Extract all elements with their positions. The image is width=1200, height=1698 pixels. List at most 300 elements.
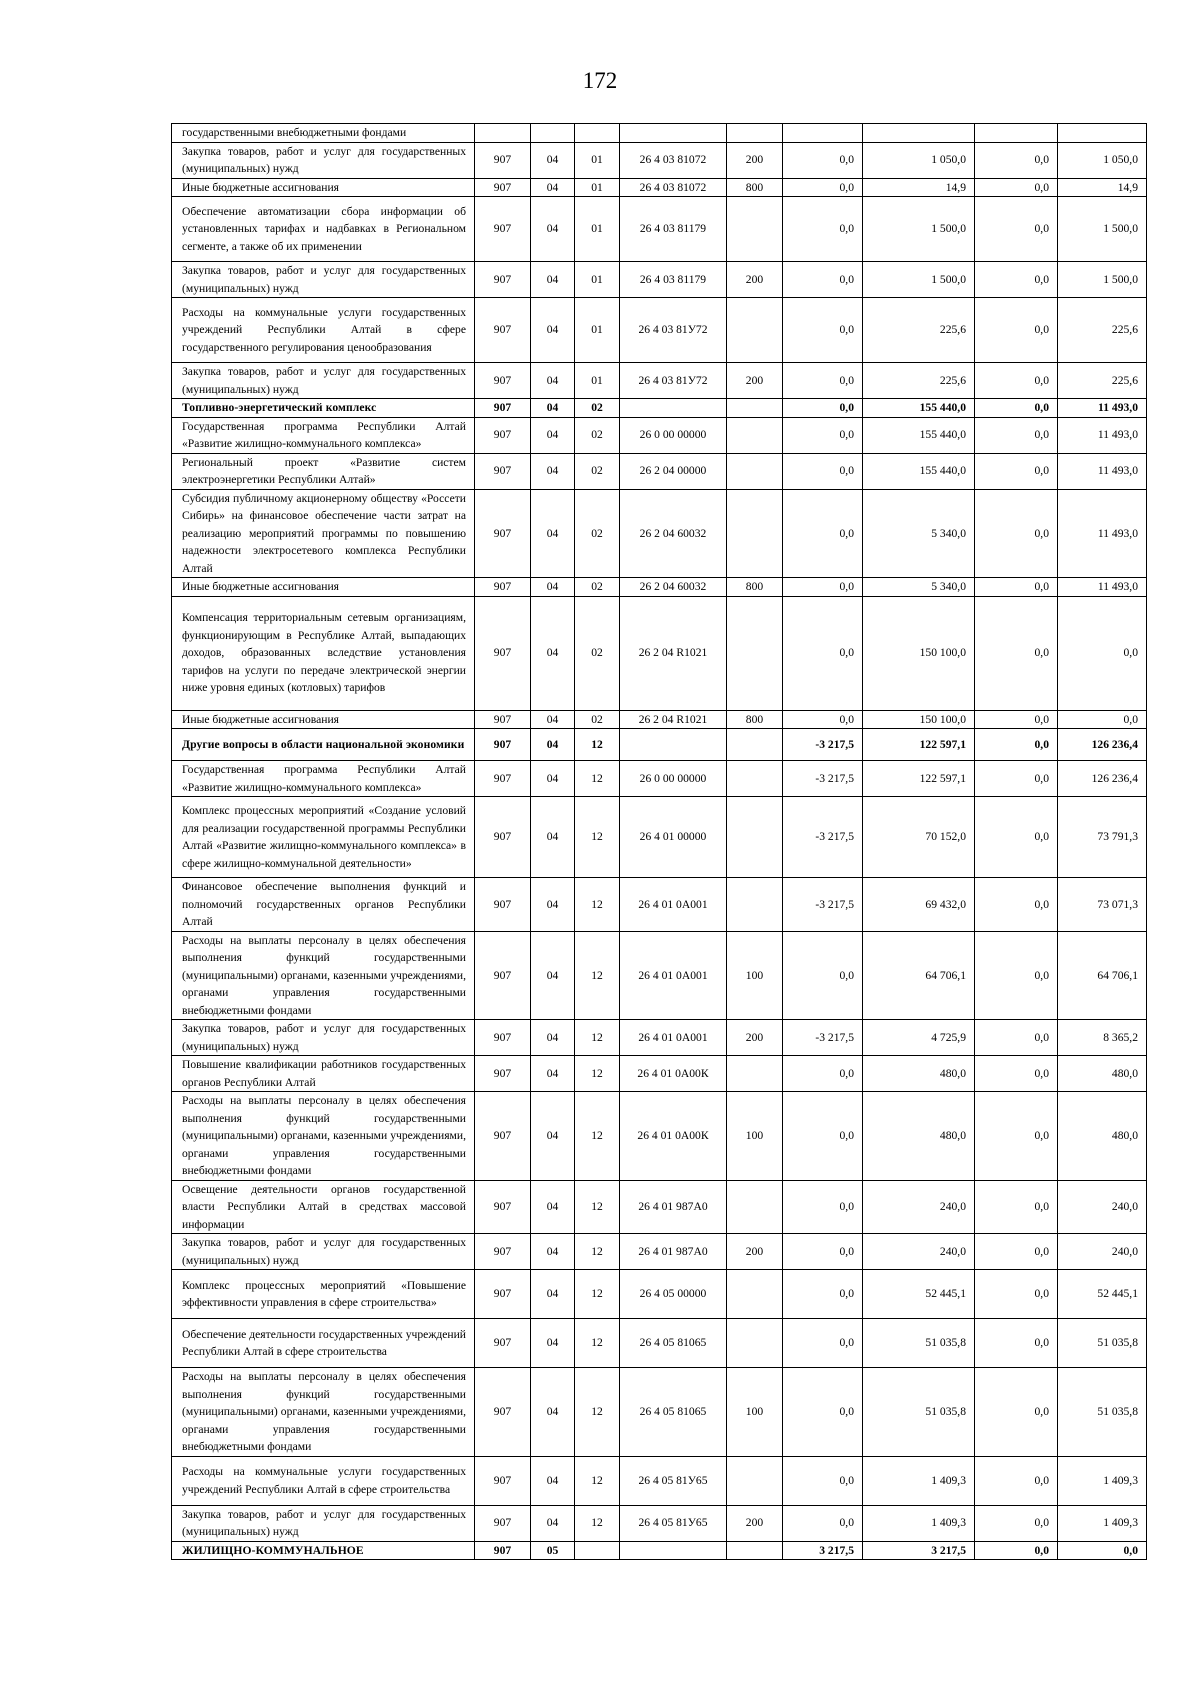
row-amount-total-next: 480,0 (1058, 1056, 1147, 1092)
table-row (172, 453, 1147, 489)
row-section-code: 04 (531, 363, 575, 399)
row-amount-total: 52 445,1 (863, 1270, 975, 1319)
row-grbs-code (475, 124, 531, 143)
row-name: Субсидия публичному акционерному обществу «Россети Сибирь» на финансовое обеспечение части затрат на реализацию мероприятий программы по повышению надежности электросетевого комплекса Республики Алтай (172, 489, 475, 578)
row-name: Государственная программа Республики Алтай «Развитие жилищно-коммунального комплекса» (172, 761, 475, 797)
row-subsection-code: 12 (575, 878, 620, 932)
row-expense-type-code (727, 1319, 783, 1368)
row-target-article-code: 26 4 05 81065 (620, 1319, 727, 1368)
row-section-code: 04 (531, 596, 575, 710)
row-section-code: 04 (531, 399, 575, 418)
row-amount-change: 0,0 (783, 578, 863, 597)
row-name: Расходы на выплаты персоналу в целях обеспечения выполнения функций государственными (муниципальными) органами, казенными учреждениями, органами управления государственными внебюджетными фондами (172, 1092, 475, 1181)
table-row (172, 878, 1147, 932)
row-amount-change-next: 0,0 (975, 1270, 1058, 1319)
row-target-article-code: 26 4 01 0А001 (620, 931, 727, 1020)
row-subsection-code (575, 1541, 620, 1560)
row-amount-total: 155 440,0 (863, 417, 975, 453)
row-section-code: 04 (531, 1234, 575, 1270)
row-amount-change: -3 217,5 (783, 797, 863, 878)
row-amount-total-next: 52 445,1 (1058, 1270, 1147, 1319)
row-target-article-code: 26 2 04 R1021 (620, 596, 727, 710)
row-subsection-code: 01 (575, 197, 620, 262)
row-amount-total: 480,0 (863, 1092, 975, 1181)
table-row (172, 1056, 1147, 1092)
row-amount-total: 51 035,8 (863, 1319, 975, 1368)
table-row (172, 578, 1147, 597)
row-amount-change (783, 124, 863, 143)
row-target-article-code: 26 4 01 0А00К (620, 1092, 727, 1181)
row-target-article-code: 26 4 03 81072 (620, 178, 727, 197)
row-expense-type-code: 100 (727, 1368, 783, 1457)
row-target-article-code (620, 729, 727, 761)
row-section-code: 04 (531, 761, 575, 797)
row-subsection-code: 12 (575, 1020, 620, 1056)
row-amount-total-next: 0,0 (1058, 1541, 1147, 1560)
row-name: Государственная программа Республики Алтай «Развитие жилищно-коммунального комплекса» (172, 417, 475, 453)
row-amount-total-next: 11 493,0 (1058, 453, 1147, 489)
row-expense-type-code (727, 729, 783, 761)
row-subsection-code: 12 (575, 1092, 620, 1181)
row-amount-change-next: 0,0 (975, 797, 1058, 878)
row-amount-change-next: 0,0 (975, 363, 1058, 399)
row-subsection-code: 12 (575, 729, 620, 761)
row-expense-type-code (727, 878, 783, 932)
row-subsection-code (575, 124, 620, 143)
row-amount-total-next: 1 409,3 (1058, 1456, 1147, 1505)
row-name: Расходы на выплаты персоналу в целях обеспечения выполнения функций государственными (муниципальными) органами, казенными учреждениями, органами управления государственными внебюджетными фондами (172, 931, 475, 1020)
row-name: Иные бюджетные ассигнования (172, 710, 475, 729)
row-subsection-code: 12 (575, 761, 620, 797)
row-name: Закупка товаров, работ и услуг для государственных (муниципальных) нужд (172, 363, 475, 399)
row-subsection-code: 12 (575, 1368, 620, 1457)
row-grbs-code: 907 (475, 1234, 531, 1270)
row-target-article-code: 26 4 03 81179 (620, 262, 727, 298)
row-amount-total-next: 11 493,0 (1058, 489, 1147, 578)
row-amount-total-next: 14,9 (1058, 178, 1147, 197)
row-target-article-code: 26 4 01 987А0 (620, 1234, 727, 1270)
row-subsection-code: 01 (575, 178, 620, 197)
row-expense-type-code (727, 761, 783, 797)
row-amount-total-next: 1 500,0 (1058, 197, 1147, 262)
row-target-article-code: 26 4 03 81179 (620, 197, 727, 262)
row-target-article-code: 26 4 05 81У65 (620, 1505, 727, 1541)
row-grbs-code: 907 (475, 578, 531, 597)
row-section-code: 04 (531, 578, 575, 597)
row-grbs-code: 907 (475, 298, 531, 363)
row-amount-total-next: 126 236,4 (1058, 761, 1147, 797)
row-expense-type-code (727, 1180, 783, 1234)
row-grbs-code: 907 (475, 453, 531, 489)
row-amount-change-next: 0,0 (975, 489, 1058, 578)
row-amount-change-next: 0,0 (975, 931, 1058, 1020)
row-name: Обеспечение деятельности государственных учреждений Республики Алтай в сфере строительства (172, 1319, 475, 1368)
row-expense-type-code: 200 (727, 1020, 783, 1056)
row-amount-total-next: 240,0 (1058, 1180, 1147, 1234)
row-target-article-code: 26 2 04 00000 (620, 453, 727, 489)
row-target-article-code (620, 399, 727, 418)
row-expense-type-code (727, 1056, 783, 1092)
row-subsection-code: 12 (575, 1234, 620, 1270)
table-row (172, 1319, 1147, 1368)
budget-table (171, 123, 1147, 1560)
row-grbs-code: 907 (475, 1319, 531, 1368)
row-amount-change-next: 0,0 (975, 1056, 1058, 1092)
row-amount-total-next: 8 365,2 (1058, 1020, 1147, 1056)
row-amount-change: 0,0 (783, 1234, 863, 1270)
row-section-code: 04 (531, 1020, 575, 1056)
table-row (172, 1368, 1147, 1457)
row-amount-change-next: 0,0 (975, 578, 1058, 597)
budget-table-body (172, 124, 1147, 1560)
row-subsection-code: 02 (575, 710, 620, 729)
row-amount-change-next: 0,0 (975, 142, 1058, 178)
row-amount-total-next: 480,0 (1058, 1092, 1147, 1181)
row-amount-change: 0,0 (783, 197, 863, 262)
row-amount-change-next: 0,0 (975, 1020, 1058, 1056)
row-section-code: 04 (531, 797, 575, 878)
table-row (172, 1456, 1147, 1505)
row-subsection-code: 01 (575, 262, 620, 298)
row-section-code: 04 (531, 417, 575, 453)
row-grbs-code: 907 (475, 1368, 531, 1457)
row-amount-change: 0,0 (783, 1270, 863, 1319)
row-expense-type-code: 800 (727, 578, 783, 597)
row-subsection-code: 12 (575, 1505, 620, 1541)
row-amount-change-next: 0,0 (975, 878, 1058, 932)
row-amount-change: 0,0 (783, 931, 863, 1020)
row-amount-total-next: 0,0 (1058, 596, 1147, 710)
row-target-article-code: 26 4 05 00000 (620, 1270, 727, 1319)
row-expense-type-code (727, 197, 783, 262)
row-grbs-code: 907 (475, 399, 531, 418)
row-section-code: 04 (531, 197, 575, 262)
row-section-code: 04 (531, 710, 575, 729)
row-subsection-code: 02 (575, 417, 620, 453)
row-amount-total-next: 64 706,1 (1058, 931, 1147, 1020)
row-amount-change: -3 217,5 (783, 729, 863, 761)
row-amount-change: 0,0 (783, 596, 863, 710)
row-section-code: 05 (531, 1541, 575, 1560)
row-amount-change-next: 0,0 (975, 729, 1058, 761)
row-expense-type-code (727, 399, 783, 418)
row-amount-change-next: 0,0 (975, 761, 1058, 797)
row-amount-change: 0,0 (783, 142, 863, 178)
row-amount-total (863, 124, 975, 143)
row-amount-change-next: 0,0 (975, 178, 1058, 197)
row-target-article-code (620, 124, 727, 143)
row-grbs-code: 907 (475, 197, 531, 262)
row-amount-total: 150 100,0 (863, 596, 975, 710)
row-target-article-code: 26 4 03 81072 (620, 142, 727, 178)
row-subsection-code: 02 (575, 596, 620, 710)
row-subsection-code: 01 (575, 363, 620, 399)
row-name: Закупка товаров, работ и услуг для государственных (муниципальных) нужд (172, 142, 475, 178)
row-amount-total: 1 409,3 (863, 1456, 975, 1505)
row-expense-type-code: 800 (727, 710, 783, 729)
table-row (172, 1234, 1147, 1270)
row-grbs-code: 907 (475, 1056, 531, 1092)
row-grbs-code: 907 (475, 1092, 531, 1181)
row-subsection-code: 12 (575, 1180, 620, 1234)
row-amount-change-next: 0,0 (975, 1180, 1058, 1234)
row-subsection-code: 02 (575, 453, 620, 489)
row-amount-change: -3 217,5 (783, 761, 863, 797)
row-amount-change: -3 217,5 (783, 878, 863, 932)
row-grbs-code: 907 (475, 710, 531, 729)
row-expense-type-code: 200 (727, 1234, 783, 1270)
row-amount-change-next: 0,0 (975, 298, 1058, 363)
row-amount-change-next: 0,0 (975, 453, 1058, 489)
row-name: Финансовое обеспечение выполнения функций и полномочий государственных органов Республики Алтай (172, 878, 475, 932)
row-subsection-code: 02 (575, 399, 620, 418)
row-amount-total-next: 11 493,0 (1058, 399, 1147, 418)
row-amount-total-next: 225,6 (1058, 298, 1147, 363)
row-amount-total-next: 51 035,8 (1058, 1319, 1147, 1368)
row-amount-total: 5 340,0 (863, 489, 975, 578)
row-amount-total-next: 11 493,0 (1058, 578, 1147, 597)
table-row (172, 1180, 1147, 1234)
row-subsection-code: 12 (575, 1270, 620, 1319)
row-target-article-code (620, 1541, 727, 1560)
row-subsection-code: 12 (575, 1056, 620, 1092)
row-target-article-code: 26 4 01 0А001 (620, 1020, 727, 1056)
row-expense-type-code (727, 1270, 783, 1319)
row-subsection-code: 12 (575, 1456, 620, 1505)
row-amount-total-next: 225,6 (1058, 363, 1147, 399)
row-expense-type-code: 100 (727, 1092, 783, 1181)
row-amount-change: 0,0 (783, 417, 863, 453)
row-subsection-code: 01 (575, 142, 620, 178)
row-grbs-code: 907 (475, 489, 531, 578)
row-grbs-code: 907 (475, 178, 531, 197)
row-amount-change: 0,0 (783, 453, 863, 489)
table-row (172, 197, 1147, 262)
row-expense-type-code: 200 (727, 262, 783, 298)
row-name: ЖИЛИЩНО-КОММУНАЛЬНОЕ (172, 1541, 475, 1560)
row-expense-type-code: 200 (727, 363, 783, 399)
row-amount-total-next: 1 050,0 (1058, 142, 1147, 178)
row-name: Иные бюджетные ассигнования (172, 578, 475, 597)
row-grbs-code: 907 (475, 1020, 531, 1056)
row-amount-change-next: 0,0 (975, 1092, 1058, 1181)
row-subsection-code: 12 (575, 797, 620, 878)
row-expense-type-code: 200 (727, 142, 783, 178)
row-name: Закупка товаров, работ и услуг для государственных (муниципальных) нужд (172, 262, 475, 298)
row-amount-change-next (975, 124, 1058, 143)
row-amount-change-next: 0,0 (975, 710, 1058, 729)
row-section-code: 04 (531, 453, 575, 489)
row-amount-total: 155 440,0 (863, 453, 975, 489)
row-section-code: 04 (531, 878, 575, 932)
row-expense-type-code (727, 124, 783, 143)
row-amount-change-next: 0,0 (975, 596, 1058, 710)
row-grbs-code: 907 (475, 142, 531, 178)
row-amount-change-next: 0,0 (975, 262, 1058, 298)
row-section-code: 04 (531, 1456, 575, 1505)
row-amount-change: 0,0 (783, 1056, 863, 1092)
row-grbs-code: 907 (475, 878, 531, 932)
row-amount-total: 225,6 (863, 363, 975, 399)
table-row (172, 931, 1147, 1020)
row-amount-change-next: 0,0 (975, 1234, 1058, 1270)
row-amount-total: 122 597,1 (863, 729, 975, 761)
row-grbs-code: 907 (475, 1180, 531, 1234)
row-amount-total: 69 432,0 (863, 878, 975, 932)
row-amount-total-next: 1 500,0 (1058, 262, 1147, 298)
table-row (172, 1270, 1147, 1319)
row-target-article-code: 26 2 04 60032 (620, 489, 727, 578)
row-amount-total: 155 440,0 (863, 399, 975, 418)
row-section-code: 04 (531, 1056, 575, 1092)
table-row (172, 363, 1147, 399)
row-expense-type-code: 200 (727, 1505, 783, 1541)
row-subsection-code: 12 (575, 1319, 620, 1368)
row-expense-type-code (727, 489, 783, 578)
table-row (172, 596, 1147, 710)
row-amount-total-next: 240,0 (1058, 1234, 1147, 1270)
row-amount-change: 0,0 (783, 1092, 863, 1181)
row-amount-change: 0,0 (783, 1456, 863, 1505)
row-amount-change: 0,0 (783, 298, 863, 363)
row-name: Иные бюджетные ассигнования (172, 178, 475, 197)
row-name: государственными внебюджетными фондами (172, 124, 475, 143)
row-expense-type-code (727, 797, 783, 878)
row-amount-total: 64 706,1 (863, 931, 975, 1020)
row-grbs-code: 907 (475, 1541, 531, 1560)
row-grbs-code: 907 (475, 1270, 531, 1319)
row-section-code: 04 (531, 489, 575, 578)
table-row (172, 1020, 1147, 1056)
row-amount-change-next: 0,0 (975, 1456, 1058, 1505)
row-amount-change-next: 0,0 (975, 1319, 1058, 1368)
row-amount-total: 1 409,3 (863, 1505, 975, 1541)
table-row (172, 124, 1147, 143)
row-amount-total: 1 500,0 (863, 197, 975, 262)
row-name: Закупка товаров, работ и услуг для государственных (муниципальных) нужд (172, 1020, 475, 1056)
table-row (172, 298, 1147, 363)
row-amount-total: 4 725,9 (863, 1020, 975, 1056)
row-target-article-code: 26 4 05 81065 (620, 1368, 727, 1457)
row-expense-type-code (727, 417, 783, 453)
row-name: Топливно-энергетический комплекс (172, 399, 475, 418)
row-name: Повышение квалификации работников государственных органов Республики Алтай (172, 1056, 475, 1092)
row-section-code: 04 (531, 1180, 575, 1234)
row-amount-change-next: 0,0 (975, 399, 1058, 418)
row-name: Обеспечение автоматизации сбора информации об установленных тарифах и надбавках в Региональном сегменте, а также об их применении (172, 197, 475, 262)
row-name: Расходы на выплаты персоналу в целях обеспечения выполнения функций государственными (муниципальными) органами, казенными учреждениями, органами управления государственными внебюджетными фондами (172, 1368, 475, 1457)
row-grbs-code: 907 (475, 931, 531, 1020)
row-grbs-code: 907 (475, 417, 531, 453)
row-amount-change: 3 217,5 (783, 1541, 863, 1560)
row-amount-change: 0,0 (783, 1505, 863, 1541)
row-target-article-code: 26 0 00 00000 (620, 417, 727, 453)
row-expense-type-code (727, 1456, 783, 1505)
table-row (172, 489, 1147, 578)
row-amount-total: 150 100,0 (863, 710, 975, 729)
row-amount-total: 1 050,0 (863, 142, 975, 178)
row-target-article-code: 26 4 01 0А001 (620, 878, 727, 932)
row-amount-total: 70 152,0 (863, 797, 975, 878)
row-grbs-code: 907 (475, 262, 531, 298)
table-row (172, 1092, 1147, 1181)
row-section-code: 04 (531, 142, 575, 178)
row-subsection-code: 02 (575, 578, 620, 597)
row-section-code: 04 (531, 931, 575, 1020)
row-expense-type-code (727, 1541, 783, 1560)
row-grbs-code: 907 (475, 1456, 531, 1505)
row-amount-total: 1 500,0 (863, 262, 975, 298)
row-grbs-code: 907 (475, 363, 531, 399)
row-amount-total-next: 11 493,0 (1058, 417, 1147, 453)
row-amount-change-next: 0,0 (975, 1541, 1058, 1560)
page-number: 172 (582, 68, 618, 93)
row-name: Компенсация территориальным сетевым организациям, функционирующим в Республике Алтай, выпадающих доходов, образованных вследствие установления тарифов на услуги по передаче электрической энергии ниже уровня единых (котловых) тарифов (172, 596, 475, 710)
table-row (172, 729, 1147, 761)
row-section-code: 04 (531, 262, 575, 298)
row-subsection-code: 02 (575, 489, 620, 578)
row-amount-change: -3 217,5 (783, 1020, 863, 1056)
row-name: Закупка товаров, работ и услуг для государственных (муниципальных) нужд (172, 1234, 475, 1270)
row-amount-total: 122 597,1 (863, 761, 975, 797)
row-amount-change-next: 0,0 (975, 1368, 1058, 1457)
row-name: Региональный проект «Развитие систем электроэнергетики Республики Алтай» (172, 453, 475, 489)
row-target-article-code: 26 4 01 987А0 (620, 1180, 727, 1234)
row-grbs-code: 907 (475, 596, 531, 710)
row-name: Расходы на коммунальные услуги государственных учреждений Республики Алтай в сфере строительства (172, 1456, 475, 1505)
row-name: Освещение деятельности органов государственной власти Республики Алтай в средствах массовой информации (172, 1180, 475, 1234)
row-amount-change: 0,0 (783, 1180, 863, 1234)
row-grbs-code: 907 (475, 797, 531, 878)
row-amount-change: 0,0 (783, 710, 863, 729)
table-row (172, 178, 1147, 197)
row-amount-total-next: 126 236,4 (1058, 729, 1147, 761)
row-expense-type-code: 100 (727, 931, 783, 1020)
row-amount-total-next: 51 035,8 (1058, 1368, 1147, 1457)
row-section-code: 04 (531, 298, 575, 363)
row-amount-total-next: 73 791,3 (1058, 797, 1147, 878)
table-row (172, 1505, 1147, 1541)
row-amount-change: 0,0 (783, 399, 863, 418)
row-amount-total-next: 0,0 (1058, 710, 1147, 729)
row-expense-type-code (727, 453, 783, 489)
row-subsection-code: 12 (575, 931, 620, 1020)
row-name: Комплекс процессных мероприятий «Создание условий для реализации государственной программы Республики Алтай «Развитие жилищно-коммунального комплекса» в сфере жилищно-коммунальной деятельности» (172, 797, 475, 878)
row-amount-total-next: 73 071,3 (1058, 878, 1147, 932)
row-name: Другие вопросы в области национальной экономики (172, 729, 475, 761)
row-amount-change: 0,0 (783, 1319, 863, 1368)
row-section-code: 04 (531, 1319, 575, 1368)
row-amount-total: 51 035,8 (863, 1368, 975, 1457)
row-amount-change: 0,0 (783, 178, 863, 197)
row-grbs-code: 907 (475, 761, 531, 797)
row-target-article-code: 26 2 04 60032 (620, 578, 727, 597)
row-section-code: 04 (531, 1270, 575, 1319)
row-amount-change: 0,0 (783, 262, 863, 298)
row-amount-total: 240,0 (863, 1234, 975, 1270)
row-amount-change: 0,0 (783, 489, 863, 578)
row-target-article-code: 26 2 04 R1021 (620, 710, 727, 729)
row-amount-total: 480,0 (863, 1056, 975, 1092)
row-target-article-code: 26 4 01 0А00К (620, 1056, 727, 1092)
row-expense-type-code: 800 (727, 178, 783, 197)
table-row (172, 761, 1147, 797)
row-section-code: 04 (531, 1368, 575, 1457)
row-amount-total: 5 340,0 (863, 578, 975, 597)
row-target-article-code: 26 0 00 00000 (620, 761, 727, 797)
table-row (172, 262, 1147, 298)
row-amount-total: 240,0 (863, 1180, 975, 1234)
